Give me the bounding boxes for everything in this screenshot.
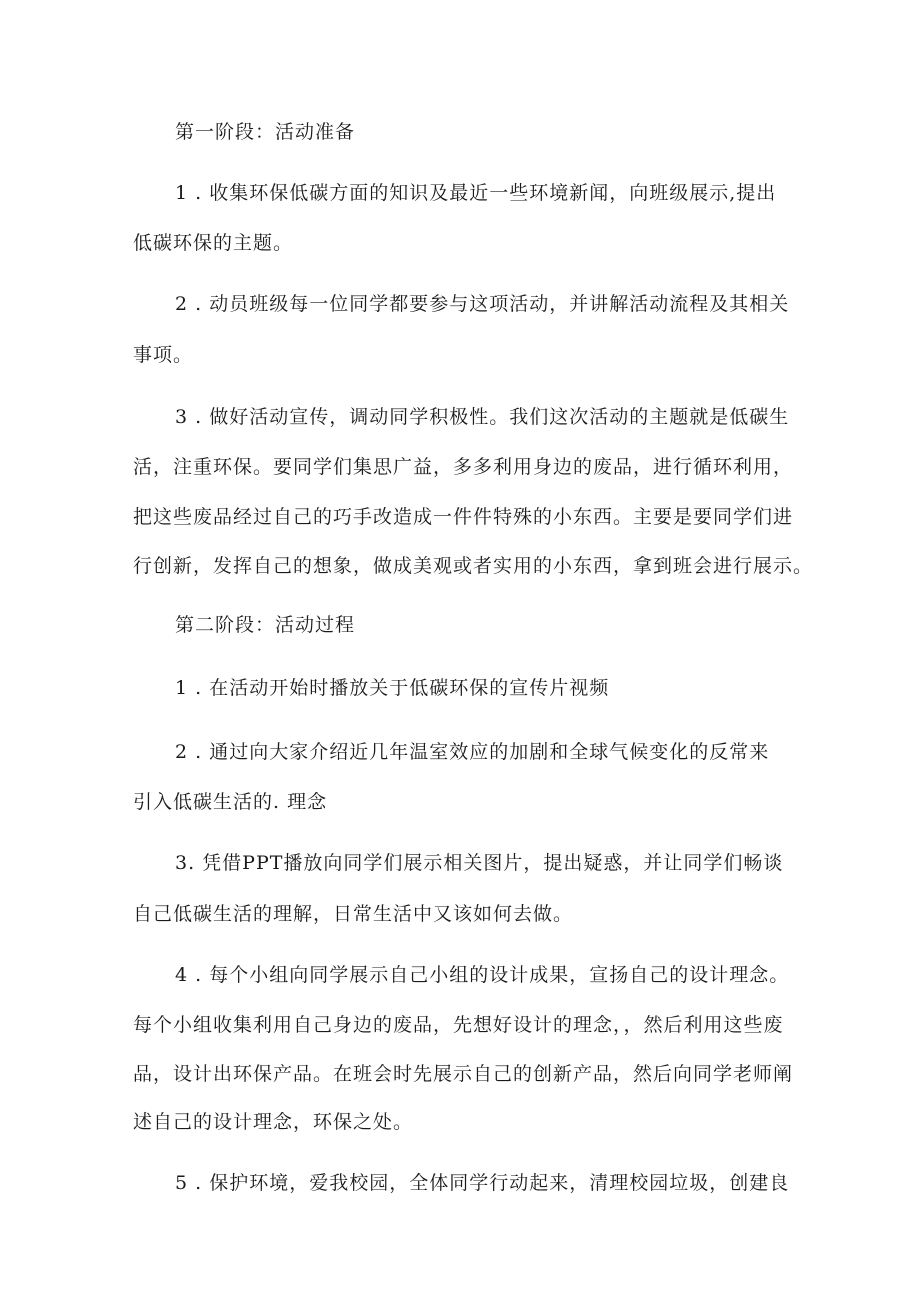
text-line: 引入低碳生活的. 理念 xyxy=(133,791,328,813)
text-line: 5 . 保护环境，爱我校园，全体同学行动起来，清理校园垃圾，创建良 xyxy=(175,1172,790,1194)
text-line: 2 . 动员班级每一位同学都要参与这项活动，并讲解活动流程及其相关 xyxy=(175,293,790,315)
text-line: 自己低碳生活的理解，日常生活中又该如何去做。 xyxy=(133,903,574,925)
text-line: 4 . 每个小组向同学展示自己小组的设计成果，宣扬自己的设计理念。 xyxy=(175,964,790,986)
text-line: 活，注重环保。要同学们集思广益，多多利用身边的废品，进行循环利用， xyxy=(133,456,794,478)
text-line: 行创新，发挥自己的想象，做成美观或者实用的小东西，拿到班会进行展示。 xyxy=(133,555,814,577)
text-line: 述自己的设计理念，环保之处。 xyxy=(133,1111,414,1133)
text-line: 品，设计出环保产品。在班会时先展示自己的创新产品，然后向同学老师阐 xyxy=(133,1063,794,1085)
text-line: 1 . 收集环保低碳方面的知识及最近一些环境新闻，向班级展示,提出 xyxy=(175,182,777,204)
text-line: 事项。 xyxy=(133,344,194,366)
text-line: 把这些废品经过自己的巧手改造成一件件特殊的小东西。主要是要同学们进 xyxy=(133,506,794,528)
text-line: 第一阶段：活动准备 xyxy=(175,121,356,143)
text-line: 2 . 通过向大家介绍近几年温室效应的加剧和全球气候变化的反常来 xyxy=(175,741,770,763)
text-line: 第二阶段：活动过程 xyxy=(175,614,356,636)
text-line: 1 . 在活动开始时播放关于低碳环保的宣传片视频 xyxy=(175,677,610,699)
text-line: 每个小组收集利用自己身边的废品，先想好设计的理念，，然后利用这些废 xyxy=(133,1014,784,1036)
text-line: 3. 凭借PPT播放向同学们展示相关图片，提出疑惑，并让同学们畅谈 xyxy=(175,852,784,874)
text-line: 3 . 做好活动宣传，调动同学积极性。我们这次活动的主题就是低碳生 xyxy=(175,406,790,428)
text-line: 低碳环保的主题。 xyxy=(133,232,294,254)
